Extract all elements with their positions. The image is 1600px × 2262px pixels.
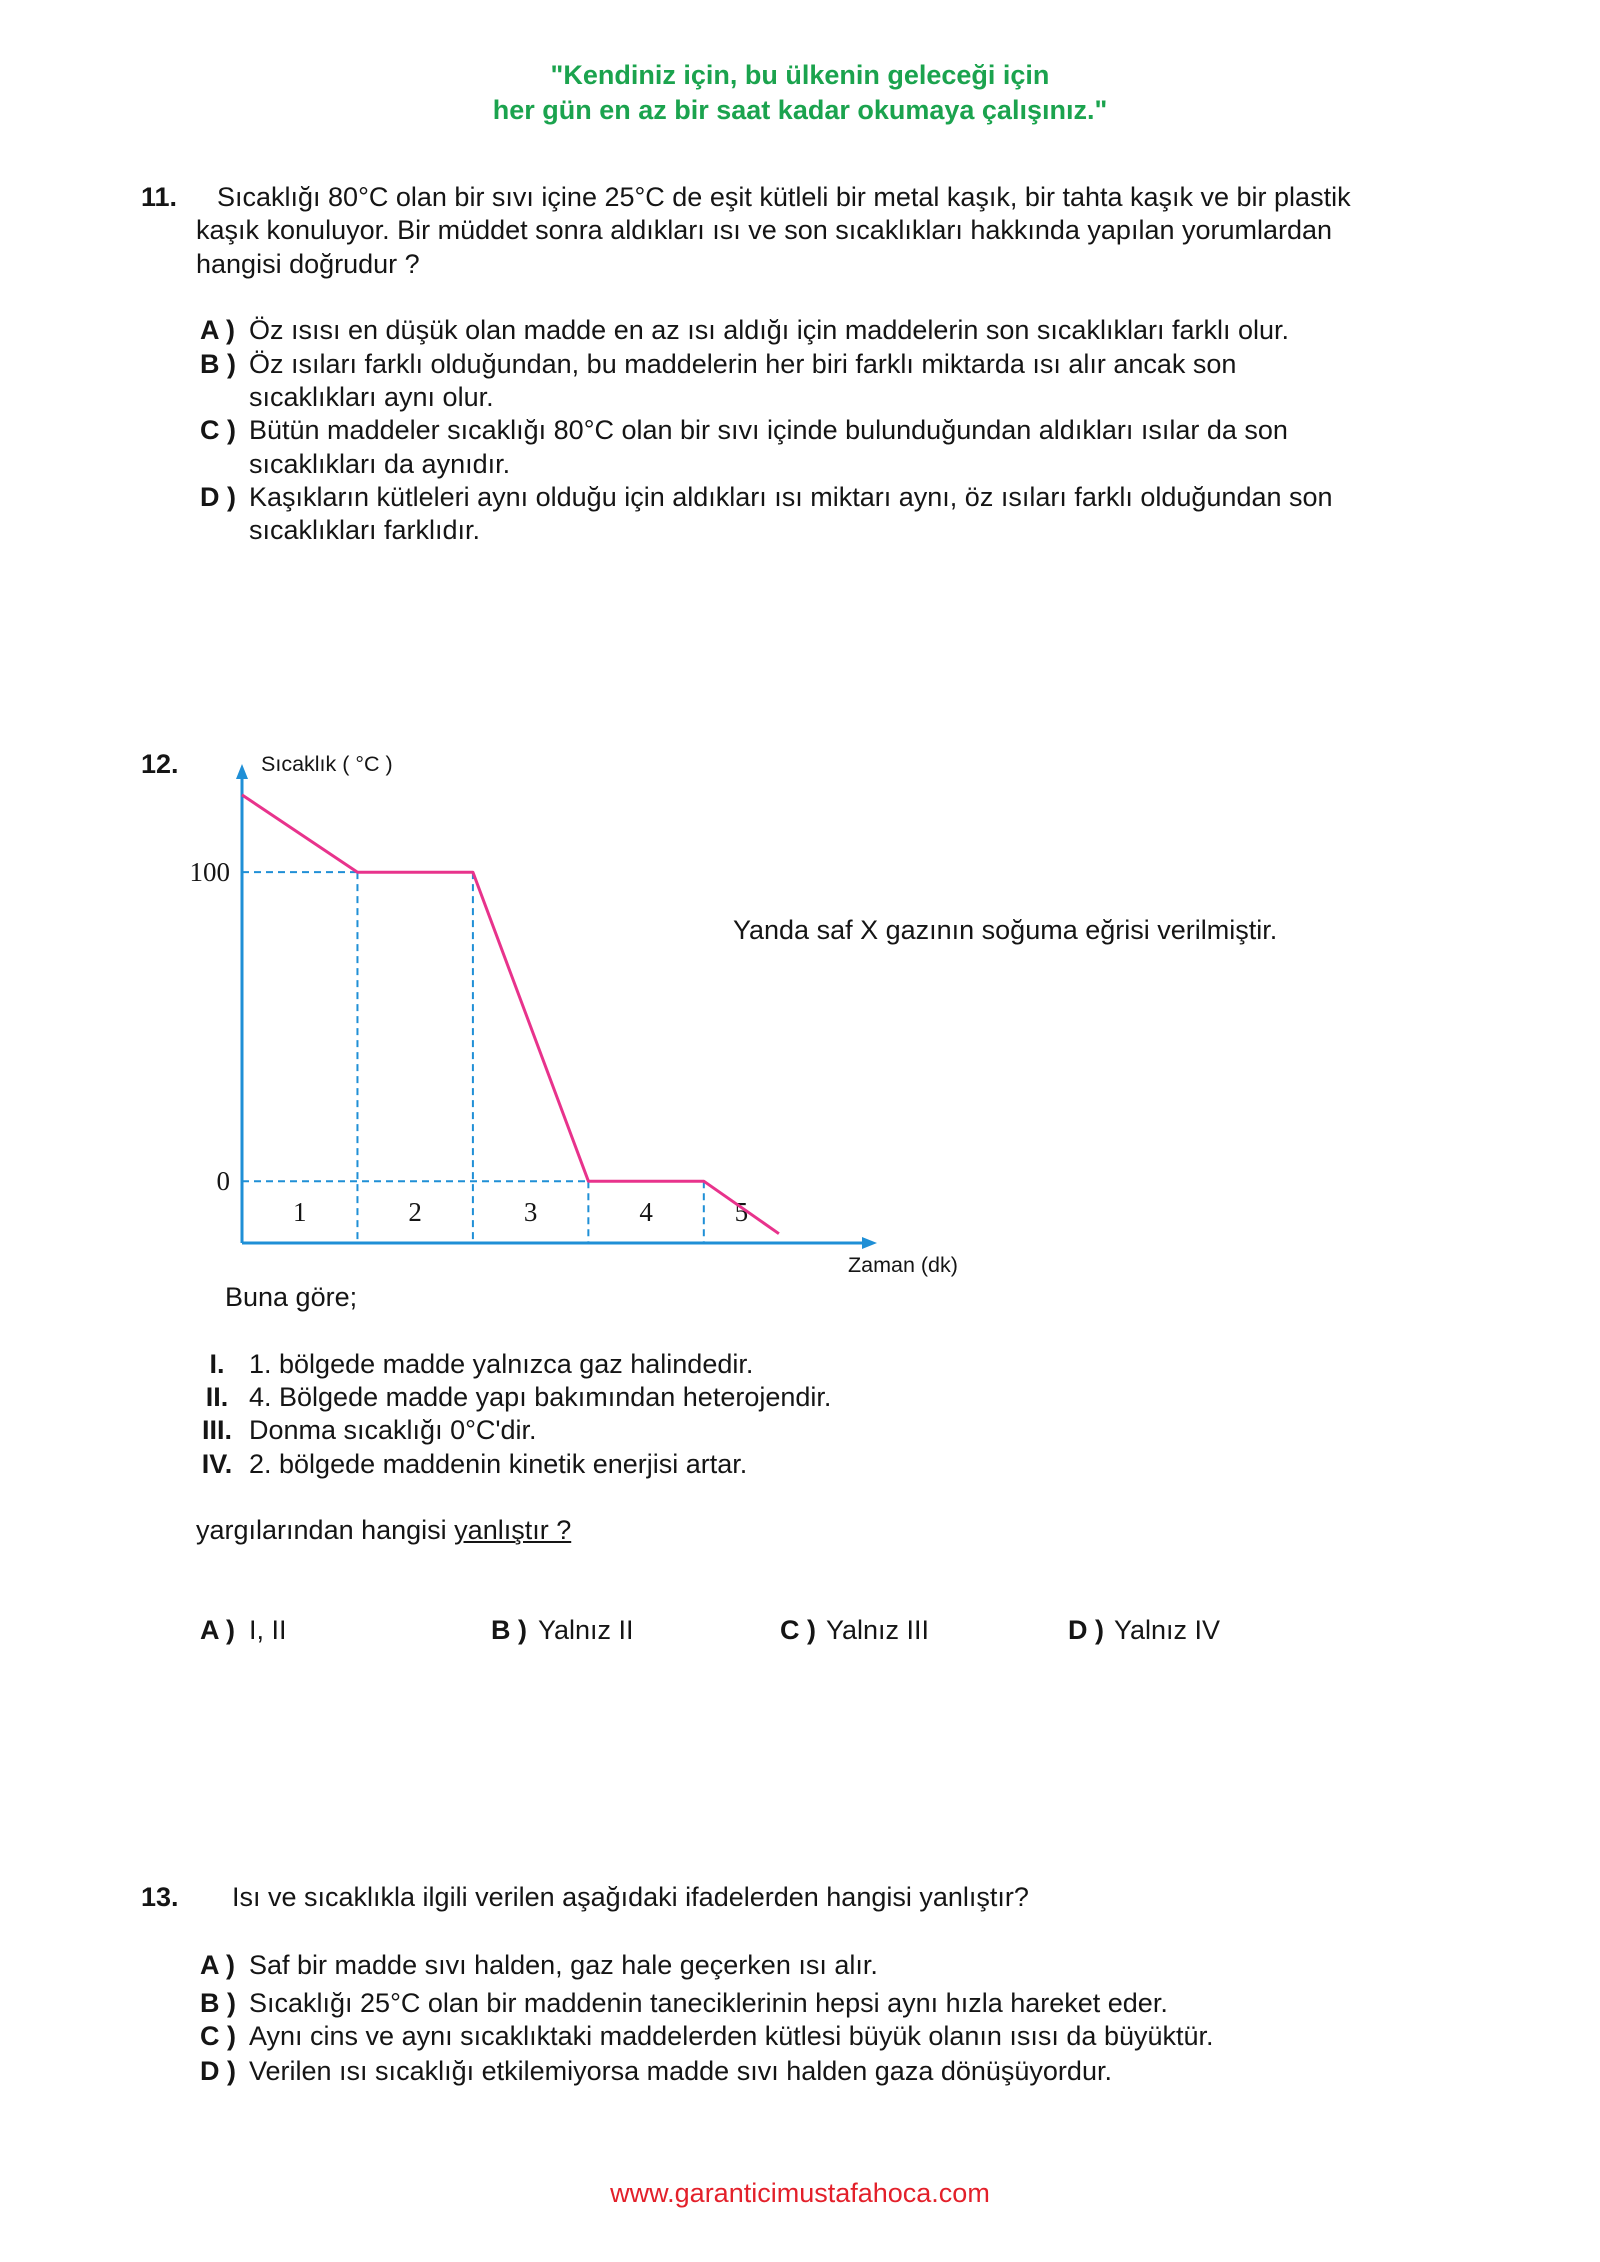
option-d-text: Kaşıkların kütleleri aynı olduğu için aldıkları ısı miktarı aynı, öz ısıları farklı olduğundan son bbox=[249, 482, 1333, 512]
option-letter-a: A ) bbox=[200, 315, 235, 345]
chart-caption: Yanda saf X gazının soğuma eğrisi verilmiştir. bbox=[733, 915, 1278, 945]
option-c-text: Aynı cins ve aynı sıcaklıktaki maddelerden kütlesi büyük olanın ısısı da büyüktür. bbox=[249, 2021, 1214, 2051]
y-tick-labels bbox=[190, 857, 231, 1196]
statement-numeral: III. bbox=[201, 1415, 232, 1445]
statement-text: Donma sıcaklığı 0°C'dir. bbox=[249, 1415, 537, 1445]
guide-lines bbox=[242, 872, 704, 1243]
statements-lead: Buna göre; bbox=[225, 1282, 358, 1312]
footer-website-link[interactable]: www.garanticimustafahoca.com bbox=[610, 2178, 990, 2208]
option-letter-b: B ) bbox=[200, 349, 236, 379]
question-stem: Isı ve sıcaklıkla ilgili verilen aşağıdaki ifadelerden hangisi yanlıştır? bbox=[232, 1882, 1029, 1912]
option-letter-b: B ) bbox=[491, 1615, 527, 1645]
motto-line-1: "Kendiniz için, bu ülkenin geleceği için bbox=[550, 60, 1050, 90]
option-c-text: Bütün maddeler sıcaklığı 80°C olan bir sıvı içinde bulunduğundan aldıkları ısılar da son bbox=[249, 415, 1288, 445]
x-axis-label: Zaman (dk) bbox=[848, 1253, 958, 1277]
statement-text: 1. bölgede madde yalnızca gaz halindedir. bbox=[249, 1349, 754, 1379]
option-letter-a: A ) bbox=[200, 1615, 235, 1645]
option-letter-b: B ) bbox=[200, 1988, 236, 2018]
question-number: 13. bbox=[141, 1882, 179, 1912]
question-number: 12. bbox=[141, 749, 179, 779]
region-labels bbox=[293, 1197, 748, 1227]
question-number: 11. bbox=[141, 182, 178, 212]
cooling-curve-chart bbox=[150, 740, 1000, 1285]
option-b-text: Öz ısıları farklı olduğundan, bu maddelerin her biri farklı miktarda ısı alır ancak son bbox=[249, 349, 1237, 379]
option-a-text: Saf bir madde sıvı halden, gaz hale geçerken ısı alır. bbox=[249, 1950, 878, 1980]
prompt-text: yargılarından hangisi bbox=[196, 1515, 455, 1545]
option-d-text-continued: sıcaklıkları farklıdır. bbox=[249, 515, 481, 545]
question-stem-line: Sıcaklığı 80°C olan bir sıvı içine 25°C de eşit kütleli bir metal kaşık, bir tahta kaşık ve bir plastik bbox=[217, 182, 1351, 212]
option-letter-c: C ) bbox=[780, 1615, 816, 1645]
option-letter-c: C ) bbox=[200, 415, 236, 445]
statement-numeral: I. bbox=[209, 1349, 225, 1379]
option-c-text-continued: sıcaklıkları da aynıdır. bbox=[249, 449, 511, 479]
y-tick-label: 100 bbox=[189, 857, 230, 888]
statement-text: 2. bölgede maddenin kinetik enerjisi artar. bbox=[249, 1449, 748, 1479]
option-c-text: Yalnız III bbox=[826, 1615, 930, 1645]
statement-text: 4. Bölgede madde yapı bakımından heterojendir. bbox=[249, 1382, 832, 1412]
motto-line-2: her gün en az bir saat kadar okumaya çalışınız." bbox=[492, 95, 1108, 125]
region-label: 2 bbox=[408, 1197, 422, 1227]
option-letter-d: D ) bbox=[1068, 1615, 1104, 1645]
option-letter-d: D ) bbox=[200, 2056, 236, 2086]
option-b-text: Sıcaklığı 25°C olan bir maddenin taneciklerinin hepsi aynı hızla hareket eder. bbox=[249, 1988, 1168, 2018]
option-letter-c: C ) bbox=[200, 2021, 236, 2051]
region-label: 5 bbox=[734, 1197, 749, 1227]
option-b-text-continued: sıcaklıkları aynı olur. bbox=[249, 382, 494, 412]
option-letter-a: A ) bbox=[200, 1950, 235, 1980]
option-letter-d: D ) bbox=[200, 482, 236, 512]
region-label: 3 bbox=[523, 1197, 538, 1227]
option-a-text: I, II bbox=[249, 1615, 287, 1645]
series bbox=[242, 795, 779, 1234]
region-label: 4 bbox=[639, 1197, 653, 1227]
question-stem-line: hangisi doğrudur ? bbox=[196, 249, 420, 279]
axes bbox=[236, 764, 877, 1249]
y-tick-label: 0 bbox=[216, 1166, 230, 1197]
prompt-underlined-word: yanlıştır ? bbox=[454, 1515, 572, 1545]
option-d-text: Yalnız IV bbox=[1114, 1615, 1221, 1645]
option-b-text: Yalnız II bbox=[538, 1615, 634, 1645]
option-d-text: Verilen ısı sıcaklığı etkilemiyorsa madde sıvı halden gaza dönüşüyordur. bbox=[249, 2056, 1112, 2086]
statement-numeral: IV. bbox=[201, 1449, 233, 1479]
option-a-text: Öz ısısı en düşük olan madde en az ısı aldığı için maddelerin son sıcaklıkları farklı olur. bbox=[249, 315, 1290, 345]
question-stem-line: kaşık konuluyor. Bir müddet sonra aldıkları ısı ve son sıcaklıkları hakkında yapılan yorumlardan bbox=[196, 215, 1333, 245]
region-label: 1 bbox=[292, 1197, 307, 1227]
cooling-curve-line bbox=[242, 795, 779, 1234]
y-axis-arrow-icon bbox=[236, 764, 248, 779]
question-prompt bbox=[196, 1513, 571, 1547]
statement-numeral: II. bbox=[205, 1382, 229, 1412]
y-axis-label: Sıcaklık ( °C ) bbox=[261, 752, 393, 776]
x-axis-arrow-icon bbox=[862, 1237, 877, 1249]
